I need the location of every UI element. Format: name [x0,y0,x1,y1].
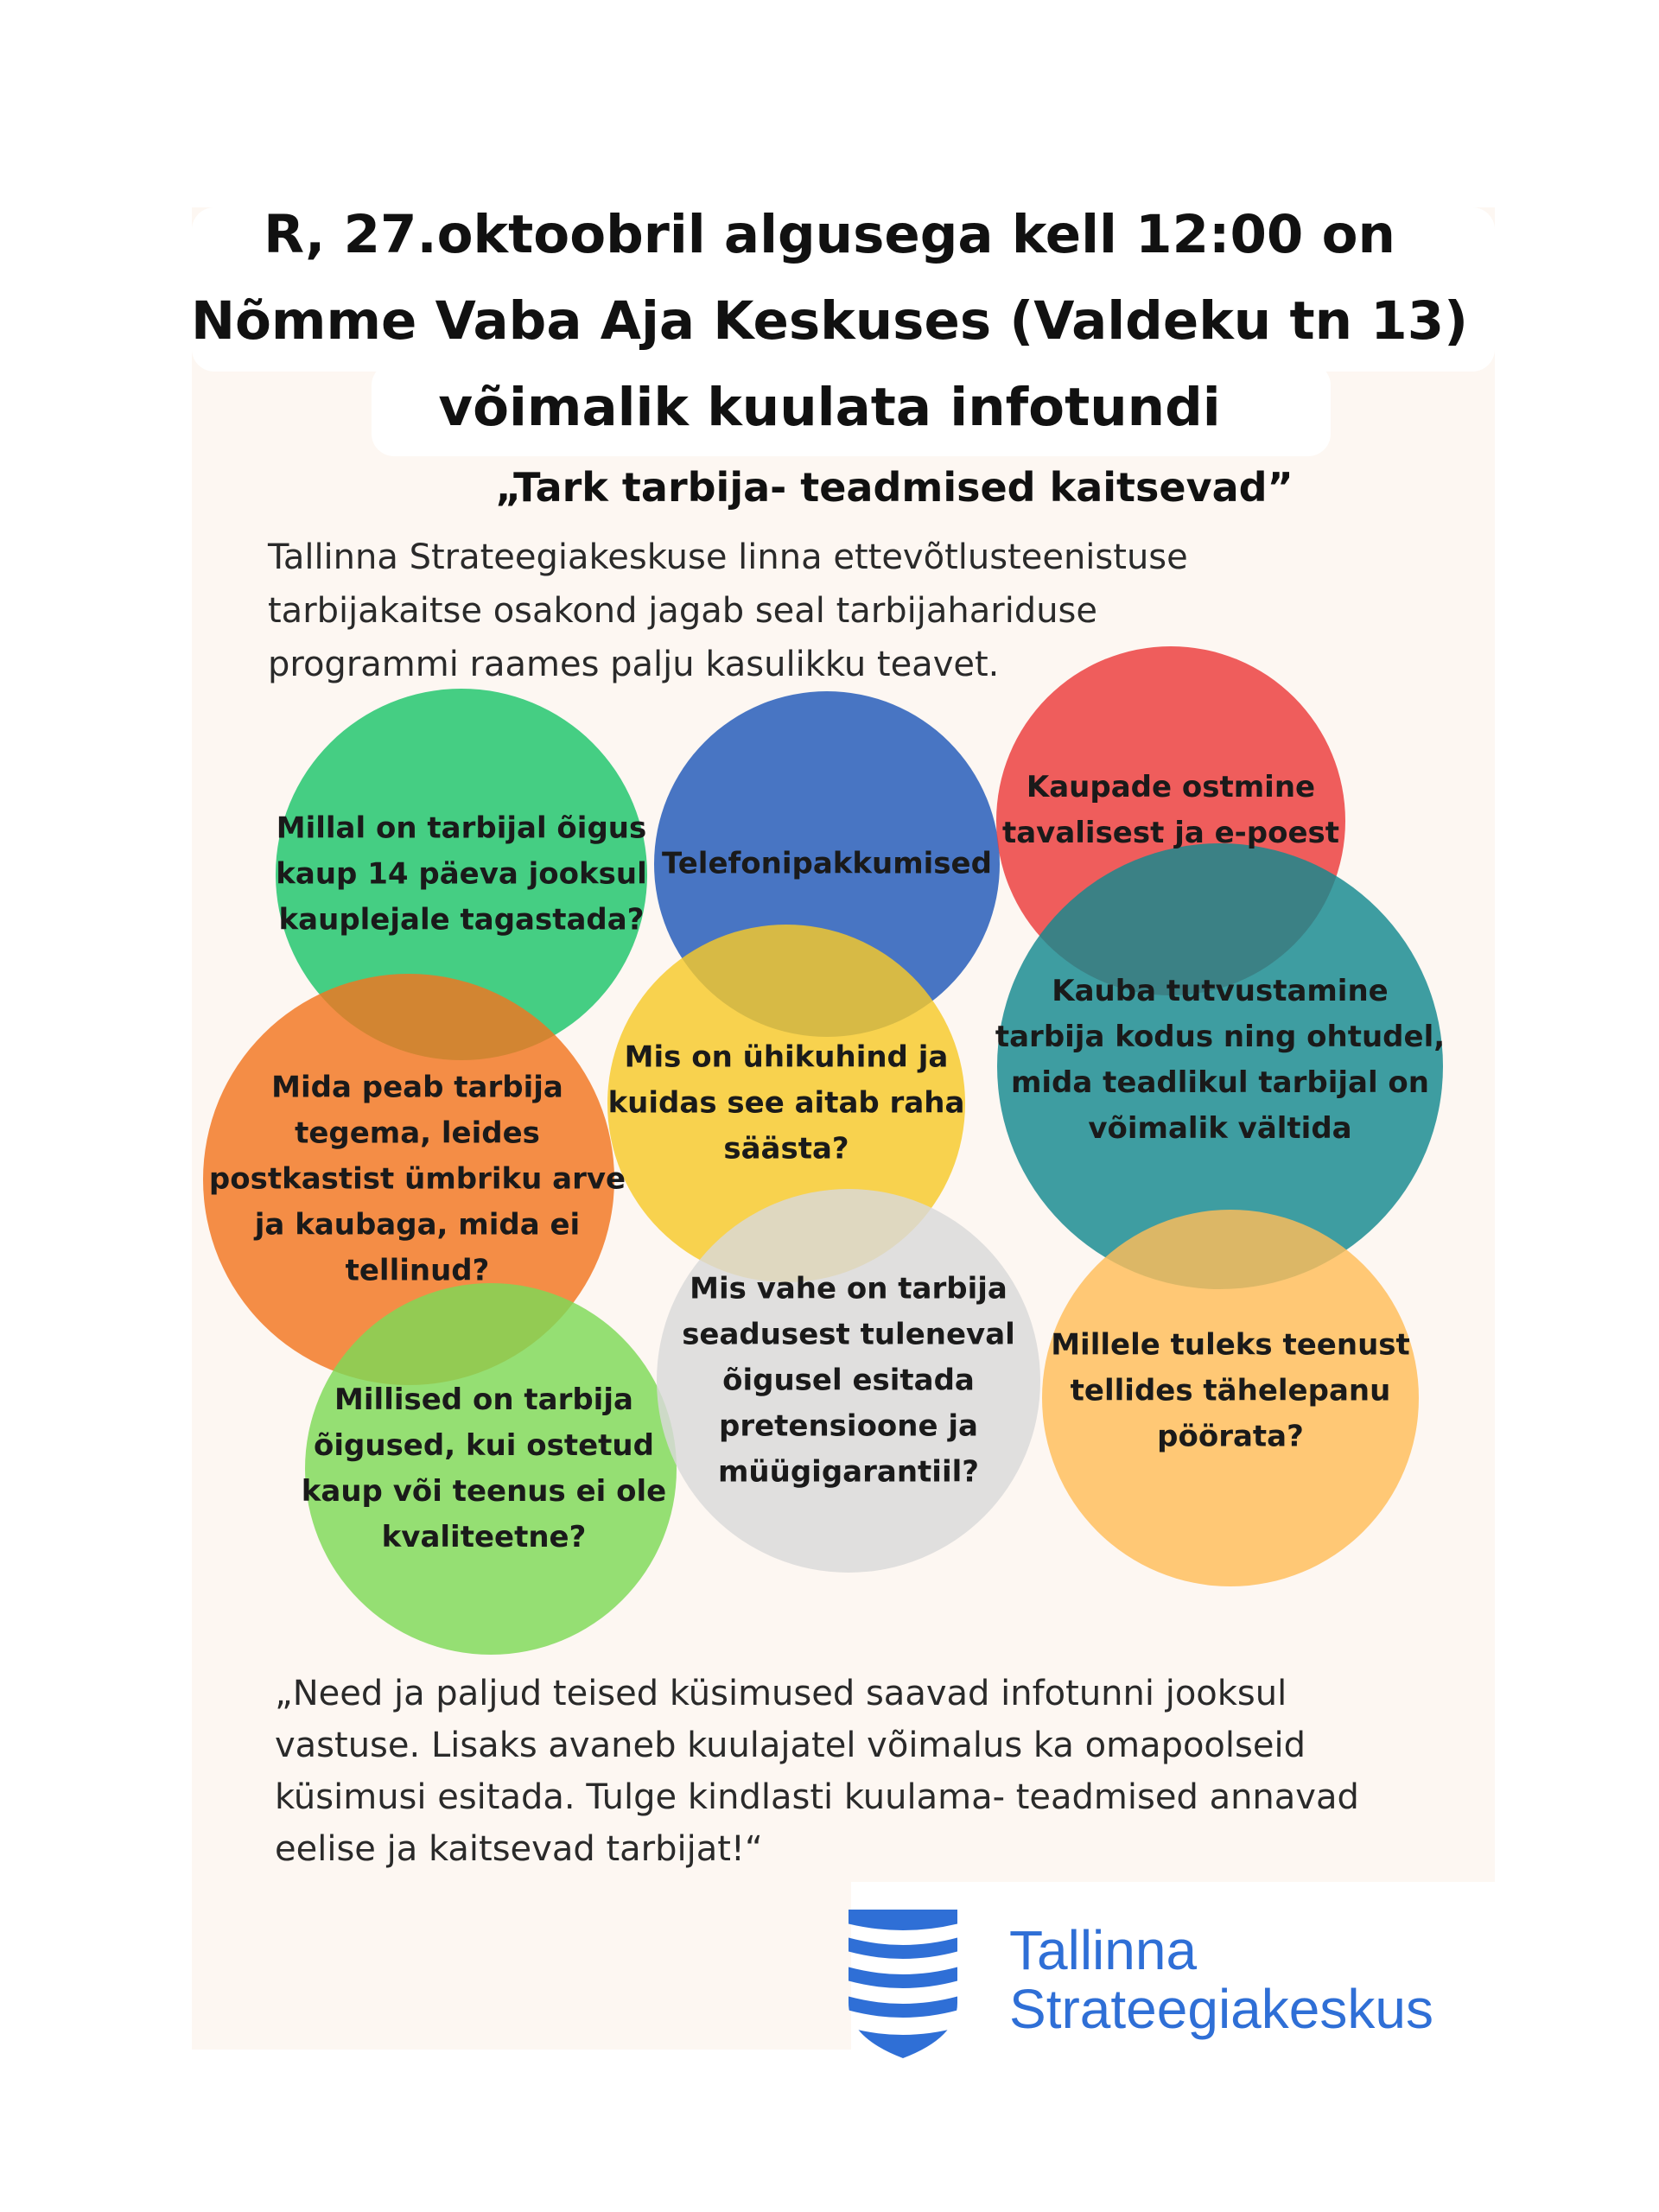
topic-text-line: pretensioone ja [718,1408,978,1444]
topic-text-line: ja kaubaga, mida ei [254,1207,581,1243]
intro-line-3: programmi raames palju kasulikku teavet. [268,645,1000,684]
topic-text-line: kaup 14 päeva jooksul [276,856,647,892]
topic-text-line: tegema, leides [295,1116,540,1151]
topic-text-line: tellinud? [345,1253,490,1288]
topic-text [682,1267,1015,1496]
topic-text-line: Mis on ühikuhind ja [624,1039,949,1075]
intro-line-1: Tallinna Strateegiakeskuse linna ettevõtlusteenistuse [268,537,1188,577]
tallinn-emblem-icon [847,1908,959,2060]
topic-text-line: Mis vahe on tarbija [690,1271,1007,1306]
logo-text-line-2: Strateegiakeskus [1009,1978,1433,2040]
topic-text-line: tellides tähelepanu [1070,1373,1391,1408]
topic-text [995,969,1445,1152]
topic-text [276,806,646,944]
topic-text-line: Millal on tarbijal õigus [276,810,647,846]
topic-text-line: tavalisest ja e-poest [1001,816,1340,850]
topic-text-line: õigusel esitada [722,1363,975,1398]
topic-text-line: kvaliteetne? [381,1520,587,1554]
headline-line-1: R, 27.oktoobril algusega kell 12:00 on [264,204,1395,265]
topic-text-line: kauplejale tagastada? [278,902,645,938]
topic-text [1051,1323,1410,1460]
headline [130,192,1529,451]
event-subtitle: „Tark tarbija- teadmised kaitsevad” [495,464,1294,511]
intro-line-2: tarbijakaitse osakond jagab seal tarbijahariduse [268,591,1097,631]
topic-text-line: Millised on tarbija [334,1382,633,1417]
topic-text-line: müügigarantiil? [718,1454,979,1490]
closing-paragraph [275,1668,1484,1875]
topic-text [1002,765,1339,856]
logo-text-line-1: Tallinna [1009,1919,1198,1981]
topic-text-line: säästa? [723,1131,849,1166]
topic-text-line: Mida peab tarbija [271,1070,563,1105]
outro-line-4: eelise ja kaitsevad tarbijat!“ [275,1829,763,1869]
topic-text-line: pöörata? [1157,1419,1304,1454]
topic-text-line: kaup või teenus ei ole [301,1474,667,1509]
outro-line-3: küsimusi esitada. Tulge kindlasti kuulama- teadmised annavad [275,1777,1359,1817]
headline-line-2: Nõmme Vaba Aja Keskuses (Valdeku tn 13) [190,290,1469,352]
topic-text-line: õigused, kui ostetud [314,1428,654,1463]
topic-text [209,1065,626,1294]
topic-text-line: seadusest tuleneval [682,1317,1015,1352]
outro-line-2: vastuse. Lisaks avaneb kuulajatel võimalus ka omapoolseid [275,1726,1306,1765]
outro-line-1: „Need ja paljud teised küsimused saavad infotunni jooksul [275,1674,1287,1713]
topic-text-line: Telefonipakkumised [662,846,992,881]
topic-text-line: Millele tuleks teenust [1051,1327,1410,1363]
topic-text-line: tarbija kodus ning ohtudel, [995,1020,1446,1054]
topic-text-line: Kauba tutvustamine [1052,974,1389,1008]
topic-text-line: Kaupade ostmine [1026,770,1316,804]
topic-text-line: kuidas see aitab raha [607,1085,965,1121]
topic-text-line: mida teadlikul tarbijal on [1010,1065,1430,1100]
headline-line-3: võimalik kuulata infotundi [438,377,1221,438]
topic-text-line: postkastist ümbriku arve [208,1161,626,1197]
topic-text [302,1377,666,1560]
topic-text [662,842,992,887]
topic-text-line: võimalik vältida [1088,1111,1352,1146]
topic-text [608,1035,965,1173]
